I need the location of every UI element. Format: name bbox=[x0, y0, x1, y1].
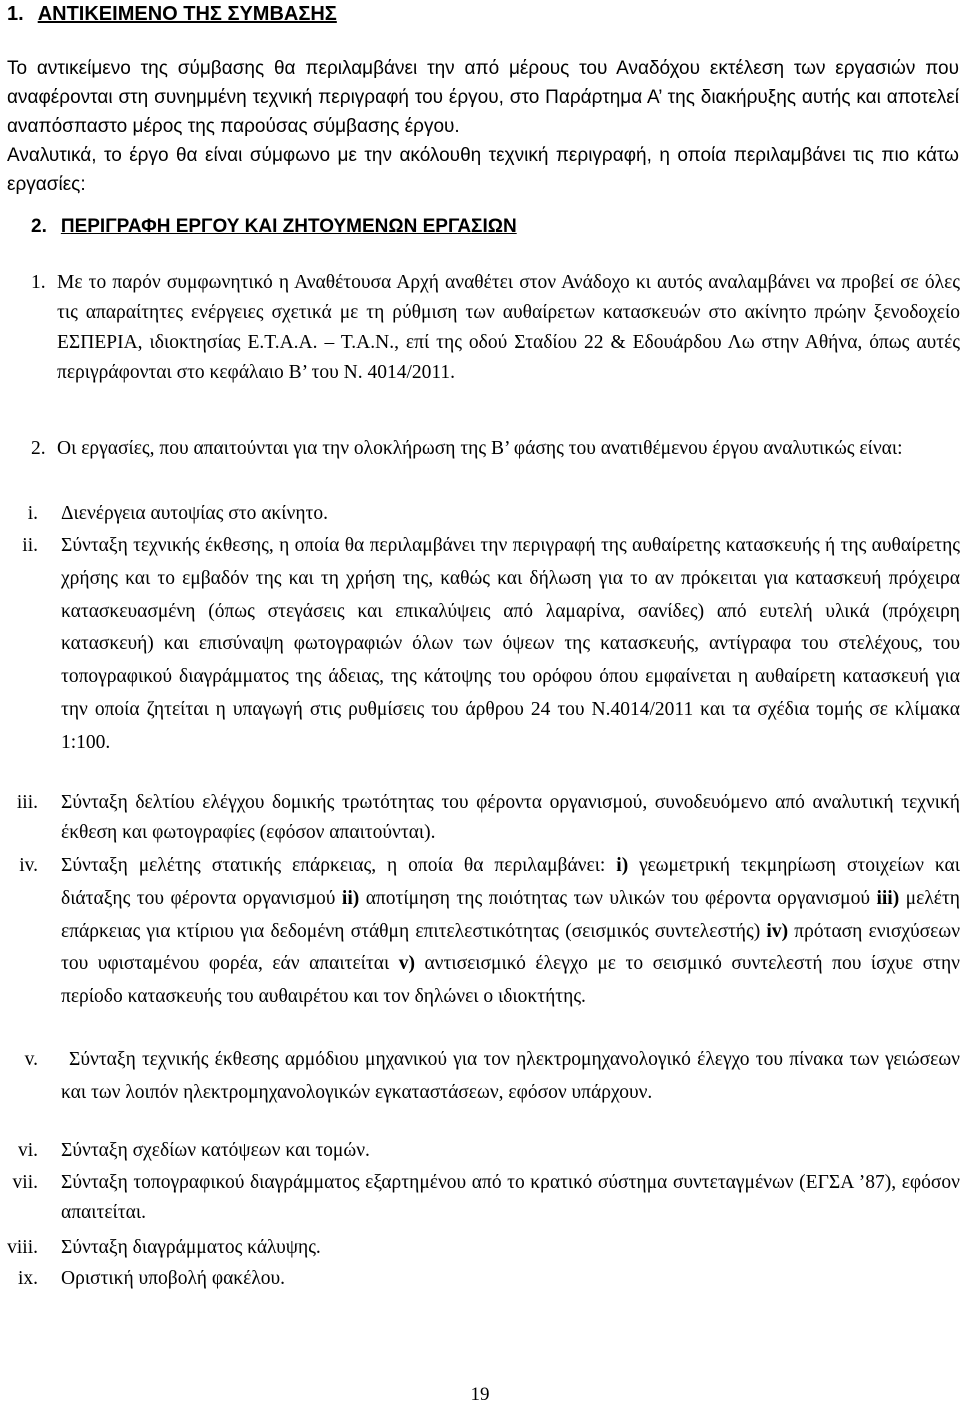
intro-paragraph: Το αντικείμενο της σύμβασης θα περιλαμβάνει την από μέρους του Αναδόχου εκτέλεση των εργασιών που αναφέρονται στη συνημμένη τεχνική περιγραφή του έργου, στο Παράρτημα Α’ της διακήρυξης αυτής και αποτελεί αναπόσπαστο μέρος της παρούσας σύμβασης έργου. bbox=[7, 58, 959, 137]
section-heading-1 bbox=[7, 2, 337, 26]
list-item-text: Σύνταξη σχεδίων κατόψεων και τομών. bbox=[61, 1140, 370, 1161]
item-subnumber: iii) bbox=[876, 887, 900, 909]
page-number: 19 bbox=[470, 1384, 490, 1405]
item-text-part: μελέτη επάρκειας για κτίριου για δεδομένη στάθμη επιτελεστικότητας (σεισμικός συντελεστής) bbox=[61, 887, 960, 942]
list-numeral: iv. bbox=[19, 855, 38, 876]
item-text-part: πρόταση ενισχύσεων του υφισταμένου φορέα, εάν απαιτείται bbox=[61, 920, 960, 975]
list-numeral: v. bbox=[24, 1049, 38, 1070]
list-numeral: iii. bbox=[16, 792, 38, 813]
list-item-text bbox=[61, 850, 960, 1014]
list-numeral: ii. bbox=[22, 535, 38, 556]
section-number: 2. bbox=[31, 216, 47, 237]
item-text-part: γεωμετρική τεκμηρίωση στοιχείων και διάταξης του φέροντα οργανισμού bbox=[61, 855, 960, 909]
section-title: ΠΕΡΙΓΡΑΦΗ ΕΡΓΟΥ ΚΑΙ ΖΗΤΟΥΜΕΝΩΝ ΕΡΓΑΣΙΩΝ bbox=[60, 216, 517, 237]
list-item-text: Διενέργεια αυτοψίας στο ακίνητο. bbox=[61, 503, 328, 524]
list-numeral: vi. bbox=[17, 1140, 38, 1161]
item-text-part: αντισεισμικό έλεγχο με το σεισμικό συντελεστή που ίσχυε στην περίοδο κατασκευής του αυθαιρέτου και τον δηλώνει ο ιδιοκτήτης. bbox=[61, 953, 960, 1008]
item-text-part: αποτίμηση της ποιότητας των υλικών του φέροντα οργανισμού bbox=[359, 887, 877, 909]
item-subnumber: iv) bbox=[766, 920, 789, 942]
list-item-text: Σύνταξη τοπογραφικού διαγράμματος εξαρτημένου από το κρατικό σύστημα συντεταγμένων (ΕΓΣΑ ’87), εφόσον απαιτείται. bbox=[61, 1172, 960, 1223]
item-text-part: Σύνταξη μελέτης στατικής επάρκειας, η οποία θα περιλαμβάνει: bbox=[61, 855, 617, 876]
item-subnumber: v) bbox=[398, 953, 415, 975]
intro-paragraph: Αναλυτικά, το έργο θα είναι σύμφωνο με την ακόλουθη τεχνική περιγραφή, η οποία περιλαμβάνει τις πιο κάτω εργασίες: bbox=[7, 145, 959, 195]
intro-text bbox=[7, 54, 959, 199]
paragraph-number: 2. bbox=[31, 438, 46, 459]
section-number: 1. bbox=[7, 3, 24, 25]
list-numeral: viii. bbox=[7, 1237, 38, 1258]
paragraph-text: Με το παρόν συμφωνητικό η Αναθέτουσα Αρχή αναθέτει στον Ανάδοχο κι αυτός αναλαμβάνει να προβεί σε όλες τις απαραίτητες ενέργειες σχετικά με τη ρύθμιση των αυθαίρετων κατασκευών στο ακίνητο πρώην ξενοδοχείο ΕΣΠΕΡΙΑ, ιδιοκτησίας Ε.Τ.Α.Α. – Τ.Α.Ν., επί της οδού Σταδίου 22 & Εδουάρδου Λω στην Αθήνα, όπως αυτές περιγράφονται στο κεφάλαιο Β’ του Ν. 4014/2011. bbox=[57, 272, 960, 383]
list-item-text: Σύνταξη δελτίου ελέγχου δομικής τρωτότητας του φέροντα οργανισμού, συνοδευόμενο από αναλυτική τεχνική έκθεση και φωτογραφίες (εφόσον απαιτούνται). bbox=[61, 792, 960, 843]
section-title: ΑΝΤΙΚΕΙΜΕΝΟ ΤΗΣ ΣΥΜΒΑΣΗΣ bbox=[37, 3, 337, 25]
paragraph-text: Οι εργασίες, που απαιτούνται για την ολοκλήρωση της Β’ φάσης του ανατιθέμενου έργου αναλυτικώς είναι: bbox=[57, 438, 903, 459]
list-item-text: Σύνταξη διαγράμματος κάλυψης. bbox=[61, 1237, 321, 1258]
list-numeral: i. bbox=[27, 503, 38, 524]
paragraph-number: 1. bbox=[31, 272, 46, 293]
item-subnumber: i) bbox=[616, 855, 629, 876]
item-subnumber: ii) bbox=[341, 887, 360, 909]
list-numeral: ix. bbox=[17, 1268, 38, 1289]
list-item-text: Οριστική υποβολή φακέλου. bbox=[61, 1268, 286, 1289]
section-heading-2 bbox=[31, 215, 517, 239]
list-numeral: vii. bbox=[12, 1172, 38, 1193]
list-item-text: Σύνταξη τεχνικής έκθεσης αρμόδιου μηχανικού για τον ηλεκτρομηχανολογικό έλεγχο του πίνακα των γειώσεων και των λοιπόν ηλεκτρομηχανολογικών εγκαταστάσεων, εφόσον υπάρχουν. bbox=[61, 1049, 960, 1103]
list-item-text: Σύνταξη τεχνικής έκθεσης, η οποία θα περιλαμβάνει την περιγραφή της αυθαίρετης κατασκευής ή της αυθαίρετης χρήσης και το εμβαδόν της και τη χρήση της, καθώς και δήλωση για το αν πρόκειται για κατασκευή πρόχειρα κατασκευασμένη (όπως στεγάσεις και επικαλύψεις από λαμαρίνα, σανίδες) από ευτελή υλικά (πρόχειρη κατασκευή) και επισύναψη φωτογραφιών όλων των όψεων της κατασκευής, αντίγραφα του στελέχους, του τοπογραφικού διαγράμματος της άδειας, της κάτοψης του ορόφου όπου εμφαίνεται η αυθαίρετη κατασκευή για την οποία ζητείται η υπαγωγή στις ρυθμίσεις του άρθρου 24 του Ν.4014/2011 και τα σχέδια τομής σε κλίμακα 1:100. bbox=[61, 535, 960, 753]
